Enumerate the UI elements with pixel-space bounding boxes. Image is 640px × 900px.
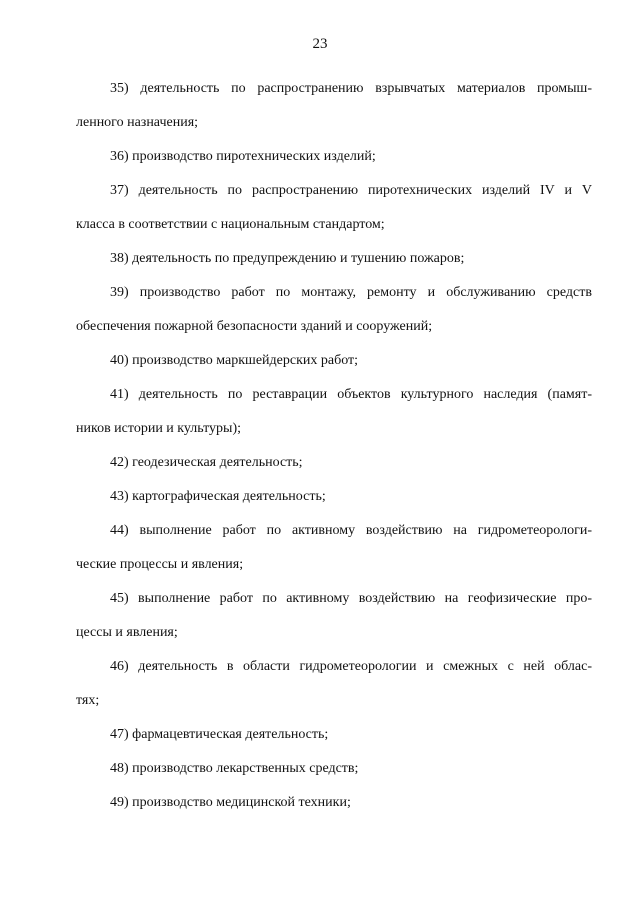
list-item [76, 174, 592, 242]
list-item [76, 72, 592, 140]
list-item-first-line: 48) производство лекарственных средств; [110, 761, 359, 776]
list-item [76, 140, 592, 174]
list-item [76, 582, 592, 650]
list-item-first-line: 41) деятельность по реставрации объектов культурного наследия (памят- [110, 387, 592, 402]
list-item-continuation-line: ников истории и культуры); [76, 421, 242, 436]
page-number: 23 [312, 36, 328, 52]
list-item [76, 344, 592, 378]
list-item-first-line: 45) выполнение работ по активному воздействию на геофизические про- [110, 591, 592, 606]
list-item [76, 446, 592, 480]
list-item-first-line: 49) производство медицинской техники; [110, 795, 351, 810]
list-item-first-line: 35) деятельность по распространению взрывчатых материалов промыш- [110, 81, 592, 96]
list-item-first-line: 39) производство работ по монтажу, ремонту и обслуживанию средств [110, 285, 592, 300]
list-item [76, 786, 592, 820]
list-item [76, 480, 592, 514]
list-item [76, 378, 592, 446]
list-item-continuation-line: обеспечения пожарной безопасности зданий и сооружений; [76, 319, 433, 334]
list-item-first-line: 40) производство маркшейдерских работ; [110, 353, 359, 368]
list-item-first-line: 44) выполнение работ по активному воздействию на гидрометеорологи- [110, 523, 592, 538]
list-item [76, 650, 592, 718]
list-item-first-line: 38) деятельность по предупреждению и тушению пожаров; [110, 251, 465, 266]
list-item-first-line: 37) деятельность по распространению пиротехнических изделий IV и V [110, 183, 592, 198]
list-item-first-line: 42) геодезическая деятельность; [110, 455, 303, 470]
list-item [76, 276, 592, 344]
list-item-first-line: 43) картографическая деятельность; [110, 489, 326, 504]
list-item-first-line: 46) деятельность в области гидрометеорологии и смежных с ней облас- [110, 659, 592, 674]
list-item [76, 718, 592, 752]
list-item-continuation-line: ленного назначения; [76, 115, 199, 130]
list-item-first-line: 36) производство пиротехнических изделий; [110, 149, 376, 164]
list-item-first-line: 47) фармацевтическая деятельность; [110, 727, 329, 742]
list-item-continuation-line: цессы и явления; [76, 625, 178, 640]
list-item [76, 752, 592, 786]
list-item-continuation-line: тях; [76, 693, 100, 708]
list-item [76, 514, 592, 582]
list-item-continuation-line: класса в соответствии с национальным стандартом; [76, 217, 385, 232]
list-item [76, 242, 592, 276]
list-item-continuation-line: ческие процессы и явления; [76, 557, 244, 572]
document-body [76, 72, 592, 820]
